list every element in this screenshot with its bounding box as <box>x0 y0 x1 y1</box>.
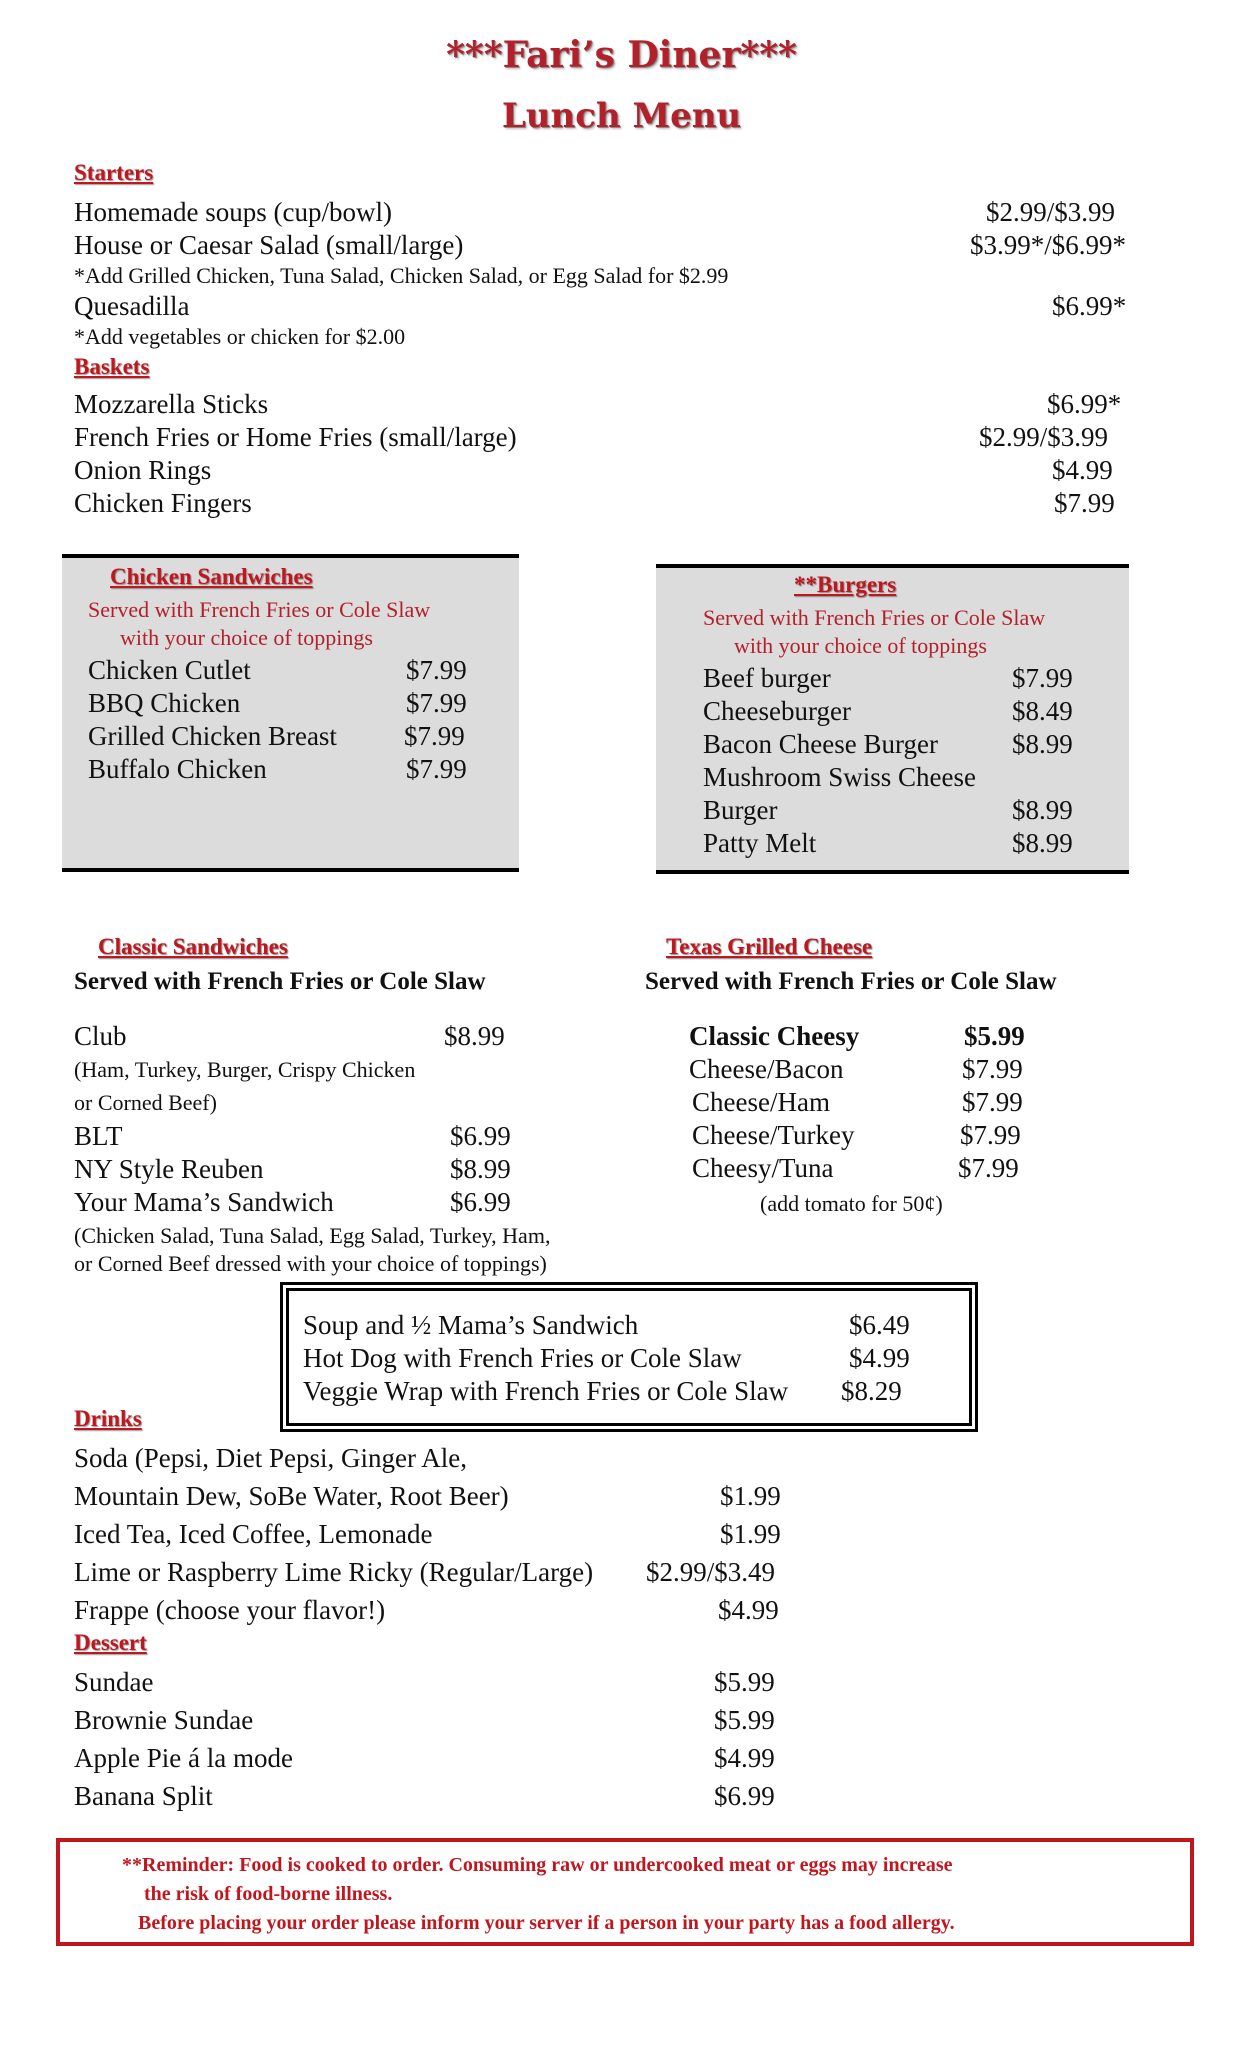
menu-item-price: $5.99 <box>714 1705 775 1735</box>
chicken-sandwiches-heading: Chicken Sandwiches <box>110 564 313 589</box>
menu-item-price: $3.99*/$6.99* <box>970 230 1127 260</box>
menu-note: (add tomato for 50¢) <box>760 1191 943 1216</box>
chicken-sandwiches-box <box>62 554 519 872</box>
reminder-line: the risk of food-borne illness. <box>144 1883 393 1905</box>
menu-item-name: Buffalo Chicken <box>88 754 267 784</box>
menu-item-price: $1.99 <box>720 1481 781 1511</box>
classic-sandwiches-heading: Classic Sandwiches <box>98 934 288 959</box>
menu-item-name: Chicken Cutlet <box>88 655 251 685</box>
menu-item-price: $5.99 <box>964 1021 1025 1051</box>
menu-item-name: Banana Split <box>74 1781 213 1811</box>
menu-item-price: $8.99 <box>1012 729 1073 759</box>
menu-item-name: Cheese/Ham <box>692 1087 830 1117</box>
menu-item-name: Your Mama’s Sandwich <box>74 1187 334 1217</box>
toppings-text: with your choice of toppings <box>120 625 373 650</box>
allergy-reminder-box <box>56 1838 1194 1946</box>
menu-item-name: Onion Rings <box>74 455 212 485</box>
menu-item-name: French Fries or Home Fries (small/large) <box>74 422 517 452</box>
menu-item-price: $6.49 <box>849 1310 910 1340</box>
menu-item-name: Veggie Wrap with French Fries or Cole Slaw <box>303 1376 789 1406</box>
menu-item-price: $4.99 <box>714 1743 775 1773</box>
menu-item-name: Iced Tea, Iced Coffee, Lemonade <box>74 1519 433 1549</box>
menu-item-price: $7.99 <box>1054 488 1115 518</box>
menu-item-price: $8.49 <box>1012 696 1073 726</box>
menu-item-name: Homemade soups (cup/bowl) <box>74 197 392 227</box>
menu-item-price: $6.99* <box>1047 389 1122 419</box>
menu-item-name: Chicken Fingers <box>74 488 252 518</box>
menu-item-price: $7.99 <box>962 1054 1023 1084</box>
served-with-text: Served with French Fries or Cole Slaw <box>88 597 431 622</box>
menu-item-price: $7.99 <box>1012 663 1073 693</box>
menu-item-name: Mushroom Swiss Cheese <box>703 762 977 792</box>
menu-item-price: $7.99 <box>404 721 465 751</box>
served-with-text: Served with French Fries or Cole Slaw <box>645 968 1057 995</box>
menu-item-price: $6.99* <box>1052 291 1127 321</box>
menu-item-price: $2.99/$3.49 <box>646 1557 776 1587</box>
menu-item-name: Mozzarella Sticks <box>74 389 269 419</box>
menu-item-name: Bacon Cheese Burger <box>703 729 938 759</box>
menu-item-price: $8.99 <box>444 1021 505 1051</box>
menu-note: *Add vegetables or chicken for $2.00 <box>74 324 406 349</box>
menu-item-name: Cheese/Turkey <box>692 1120 855 1150</box>
menu-item-name: Sundae <box>74 1667 154 1697</box>
menu-note: or Corned Beef) <box>74 1090 217 1115</box>
menu-item-price: $7.99 <box>406 655 467 685</box>
reminder-line: **Reminder: Food is cooked to order. Consuming raw or undercooked meat or eggs may increase <box>122 1854 953 1876</box>
menu-item-name: Apple Pie á la mode <box>74 1743 293 1773</box>
menu-item-name: Brownie Sundae <box>74 1705 254 1735</box>
menu-item-name: Hot Dog with French Fries or Cole Slaw <box>303 1343 742 1373</box>
menu-item-price: $6.99 <box>714 1781 775 1811</box>
combo-specials-box <box>286 1288 972 1426</box>
menu-note: or Corned Beef dressed with your choice of toppings) <box>74 1251 547 1276</box>
burgers-box <box>656 564 1129 874</box>
menu-item-name: Cheesy/Tuna <box>692 1153 834 1183</box>
menu-item-price: $4.99 <box>1052 455 1113 485</box>
menu-item-price: $5.99 <box>714 1667 775 1697</box>
starters-heading: Starters <box>74 160 154 185</box>
dessert-heading: Dessert <box>74 1630 147 1655</box>
menu-item-name: Soup and ½ Mama’s Sandwich <box>303 1310 639 1340</box>
menu-item-name: Soda (Pepsi, Diet Pepsi, Ginger Ale, <box>74 1443 467 1473</box>
menu-note: *Add Grilled Chicken, Tuna Salad, Chicken Salad, or Egg Salad for $2.99 <box>74 263 729 288</box>
menu-item-name: House or Caesar Salad (small/large) <box>74 230 464 260</box>
served-with-text: Served with French Fries or Cole Slaw <box>74 968 486 995</box>
restaurant-name: ***Fari’s Diner*** <box>446 34 797 76</box>
menu-item-price: $7.99 <box>958 1153 1019 1183</box>
menu-item-price: $7.99 <box>960 1120 1021 1150</box>
menu-item-price: $1.99 <box>720 1519 781 1549</box>
menu-item-name: Cheese/Bacon <box>689 1054 844 1084</box>
toppings-text: with your choice of toppings <box>734 633 987 658</box>
menu-title: Lunch Menu <box>501 96 742 136</box>
menu-item-price: $6.99 <box>450 1121 511 1151</box>
menu-item-price: $8.99 <box>1012 795 1073 825</box>
menu-item-name: Grilled Chicken Breast <box>88 721 337 751</box>
menu-item-name: BLT <box>74 1121 123 1151</box>
menu-item-name: Mountain Dew, SoBe Water, Root Beer) <box>74 1481 509 1511</box>
menu-item-name: Club <box>74 1021 127 1051</box>
menu-item-price: $6.99 <box>450 1187 511 1217</box>
menu-note: (Chicken Salad, Tuna Salad, Egg Salad, Turkey, Ham, <box>74 1223 551 1248</box>
menu-item-name: Classic Cheesy <box>689 1021 860 1051</box>
texas-grilled-cheese-heading: Texas Grilled Cheese <box>666 934 873 959</box>
menu-item-price: $7.99 <box>406 688 467 718</box>
drinks-heading: Drinks <box>74 1406 142 1431</box>
menu-item-name: Frappe (choose your flavor!) <box>74 1595 386 1625</box>
menu-item-price: $8.99 <box>450 1154 511 1184</box>
menu-item-price: $8.99 <box>1012 828 1073 858</box>
menu-item-price: $8.29 <box>841 1376 902 1406</box>
menu-item-price: $4.99 <box>849 1343 910 1373</box>
menu-item-price: $7.99 <box>406 754 467 784</box>
baskets-heading: Baskets <box>74 354 150 379</box>
menu-item-price: $2.99/$3.99 <box>986 197 1116 227</box>
reminder-line: Before placing your order please inform your server if a person in your party has a food allergy. <box>138 1912 955 1934</box>
served-with-text: Served with French Fries or Cole Slaw <box>703 605 1046 630</box>
menu-item-price: $2.99/$3.99 <box>979 422 1109 452</box>
menu-item-name: Burger <box>703 795 778 825</box>
burgers-heading: **Burgers <box>794 572 897 597</box>
menu-item-price: $4.99 <box>718 1595 779 1625</box>
menu-item-name: Cheeseburger <box>703 696 851 726</box>
menu-item-name: Lime or Raspberry Lime Ricky (Regular/Large) <box>74 1557 594 1587</box>
menu-item-name: BBQ Chicken <box>88 688 241 718</box>
menu-item-name: NY Style Reuben <box>74 1154 264 1184</box>
menu-item-price: $7.99 <box>962 1087 1023 1117</box>
menu-item-name: Patty Melt <box>703 828 817 858</box>
menu-item-name: Beef burger <box>703 663 831 693</box>
menu-item-name: Quesadilla <box>74 291 190 321</box>
menu-note: (Ham, Turkey, Burger, Crispy Chicken <box>74 1057 416 1082</box>
